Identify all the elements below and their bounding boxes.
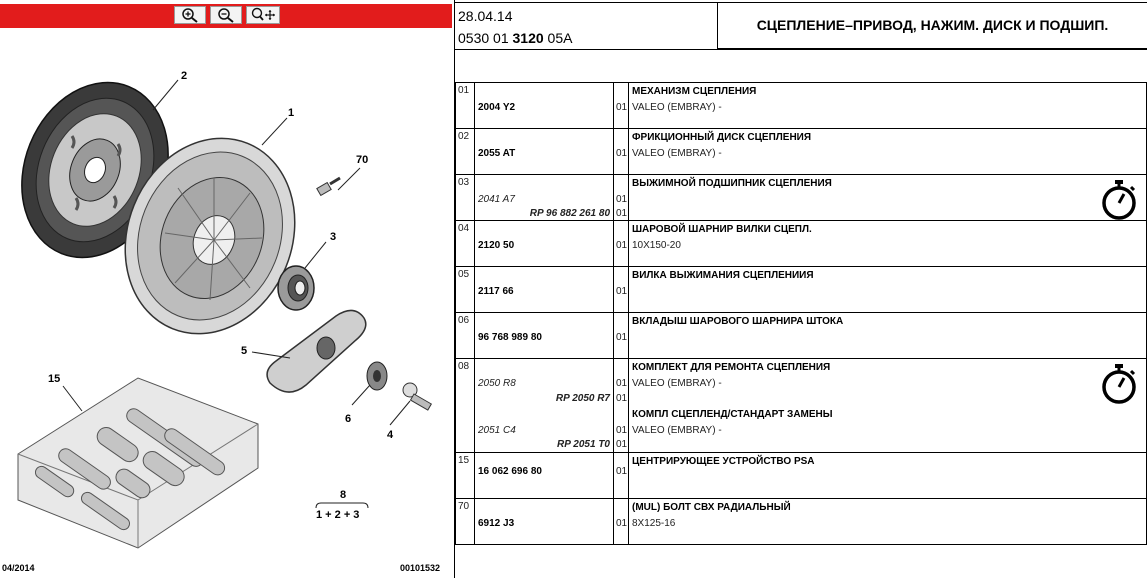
footer-code: 00101532 [400, 563, 441, 573]
table-row[interactable] [456, 267, 1147, 313]
stopwatch-icon[interactable] [1098, 179, 1140, 221]
table-row[interactable] [456, 129, 1147, 175]
qty: 01 [616, 332, 628, 343]
replacement-ref[interactable]: RP 2051 T0 [557, 439, 610, 450]
centering-kit-drawing [18, 378, 258, 548]
table-row[interactable] [456, 453, 1147, 499]
qty: 01 [616, 393, 628, 404]
callout-5: 5 [241, 345, 248, 357]
part-title: МЕХАНИЗМ СЦЕПЛЕНИЯ [632, 86, 757, 97]
zoom-in-button[interactable] [174, 6, 206, 24]
row-number: 15 [458, 455, 470, 466]
header-rule [455, 49, 1147, 50]
row-number: 03 [458, 177, 470, 188]
qty: 01 [616, 425, 628, 436]
row-number: 05 [458, 269, 470, 280]
callout-3: 3 [330, 231, 337, 243]
part-sub: 10X150-20 [632, 240, 681, 251]
table-row[interactable] [456, 83, 1147, 129]
ball-pivot-drawing [403, 383, 431, 410]
page-title [717, 2, 1147, 49]
code-prefix: 0530 01 [458, 30, 509, 46]
part-title: (MUL) БОЛТ СВХ РАДИАЛЬНЫЙ [632, 502, 791, 513]
zoom-out-button[interactable] [210, 6, 242, 24]
row-number: 04 [458, 223, 470, 234]
part-sub: 8X125-16 [632, 518, 676, 529]
part-ref[interactable]: 2055 AT [478, 148, 516, 159]
part-ref[interactable]: 2004 Y2 [478, 102, 516, 113]
qty: 01 [616, 194, 628, 205]
part-title: ВИЛКА ВЫЖИМАНИЯ СЦЕПЛЕНИИЯ [632, 270, 814, 281]
release-bearing-drawing [278, 266, 314, 310]
part-title: ВКЛАДЫШ ШАРОВОГО ШАРНИРА ШТОКА [632, 316, 844, 327]
kit-number: 8 [340, 489, 347, 501]
table-row[interactable] [456, 175, 1147, 221]
callout-15: 15 [48, 373, 61, 385]
row-number: 01 [458, 85, 470, 96]
footer-date: 04/2014 [2, 563, 35, 573]
replacement-ref[interactable]: RP 2050 R7 [555, 393, 610, 404]
qty: 01 [616, 148, 628, 159]
part-ref[interactable]: 2117 66 [478, 286, 514, 297]
callout-4: 4 [387, 429, 394, 441]
zoom-pan-icon [250, 7, 276, 23]
part-title: КОМПЛЕКТ ДЛЯ РЕМОНТА СЦЕПЛЕНИЯ [632, 362, 831, 373]
page-title-text: СЦЕПЛЕНИЕ–ПРИВОД, НАЖИМ. ДИСК И ПОДШИП. [756, 17, 1109, 33]
part-ref[interactable]: 16 062 696 80 [478, 466, 542, 477]
part-title: ЦЕНТРИРУЮЩЕЕ УСТРОЙСТВО PSA [632, 456, 815, 467]
callout-6: 6 [345, 413, 352, 425]
clutch-exploded-diagram [0, 28, 452, 588]
qty: 01 [616, 208, 628, 219]
row-number: 06 [458, 315, 470, 326]
insert-drawing [367, 362, 387, 390]
part-ref[interactable]: 2120 50 [478, 240, 515, 251]
part-title: ШАРОВОЙ ШАРНИР ВИЛКИ СЦЕПЛ. [632, 224, 812, 235]
zoom-pan-button[interactable] [246, 6, 280, 24]
qty: 01 [616, 286, 628, 297]
release-fork-drawing [267, 310, 366, 392]
qty: 01 [616, 466, 628, 477]
zoom-in-icon [180, 7, 200, 23]
qty: 01 [616, 102, 628, 113]
part-sub: VALEO (EMBRAY) - [632, 102, 722, 113]
callout-1: 1 [288, 107, 295, 119]
part-ref[interactable]: 2050 R8 [478, 378, 516, 389]
row-number: 02 [458, 131, 470, 142]
part-ref[interactable]: 2051 C4 [478, 425, 516, 436]
qty: 01 [616, 518, 628, 529]
callout-70: 70 [356, 154, 369, 166]
zoom-toolbar [0, 4, 452, 28]
part-ref[interactable]: 6912 J3 [478, 518, 515, 529]
row-number: 70 [458, 501, 470, 512]
zoom-out-icon [216, 7, 236, 23]
kit-formula: 1 + 2 + 3 [316, 509, 360, 521]
header-date: 28.04.14 [458, 8, 513, 24]
table-row[interactable] [456, 359, 1147, 453]
diagram-pane [0, 0, 455, 578]
table-row[interactable] [456, 499, 1147, 545]
qty: 01 [616, 439, 628, 450]
table-row[interactable] [456, 221, 1147, 267]
header-code [458, 30, 572, 46]
code-bold: 3120 [512, 30, 544, 46]
parts-pane [455, 0, 1147, 578]
stopwatch-icon[interactable] [1098, 363, 1140, 405]
table-row[interactable] [456, 313, 1147, 359]
part-title: КОМПЛ СЦЕПЛЕНД/СТАНДАРТ ЗАМЕНЫ [632, 409, 833, 420]
part-ref[interactable]: 96 768 989 80 [478, 332, 542, 343]
bolt-drawing [317, 178, 340, 195]
code-suffix: 05A [547, 30, 573, 46]
row-number: 08 [458, 361, 470, 372]
part-sub: VALEO (EMBRAY) - [632, 148, 722, 159]
qty: 01 [616, 378, 628, 389]
part-sub: VALEO (EMBRAY) - [632, 425, 722, 436]
part-sub: VALEO (EMBRAY) - [632, 378, 722, 389]
qty: 01 [616, 240, 628, 251]
replacement-ref[interactable]: RP 96 882 261 80 [529, 208, 610, 219]
part-title: ВЫЖИМНОЙ ПОДШИПНИК СЦЕПЛЕНИЯ [632, 178, 832, 189]
parts-table [455, 82, 1147, 545]
part-ref[interactable]: 2041 A7 [478, 194, 515, 205]
callout-2: 2 [181, 70, 188, 82]
part-title: ФРИКЦИОННЫЙ ДИСК СЦЕПЛЕНИЯ [632, 132, 812, 143]
